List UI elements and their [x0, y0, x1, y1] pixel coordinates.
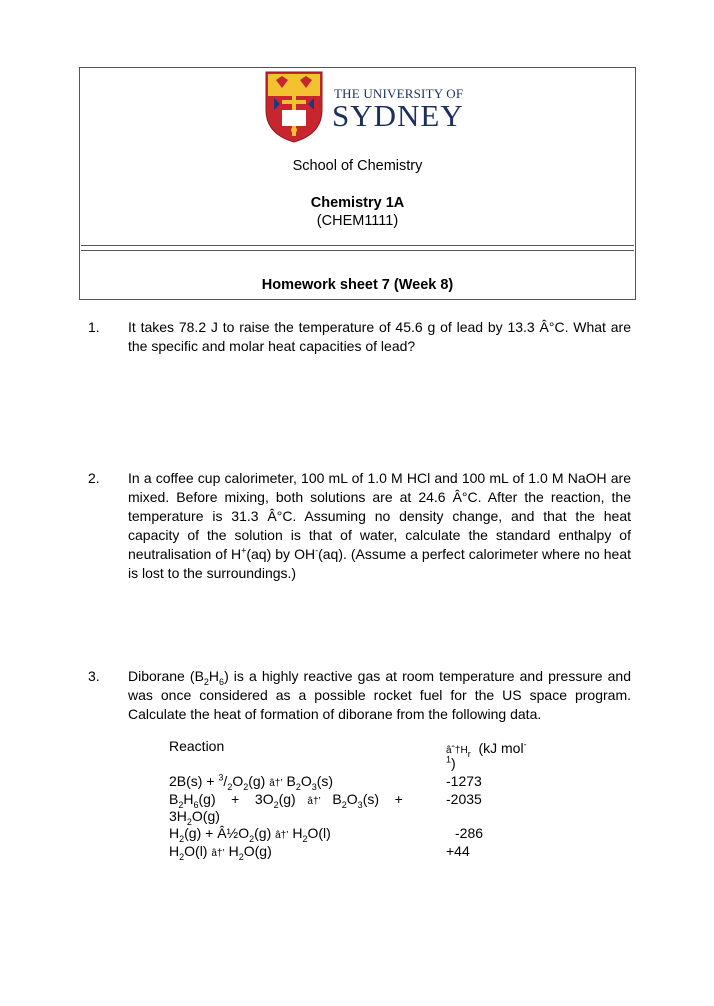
reaction-4: $H_2O(l)$ â†’ $H_2O(g)$ [169, 843, 272, 862]
reaction-2-cont: $3H_2O(g)$ [169, 808, 220, 827]
enthalpy-2: -2035 [446, 791, 482, 807]
reaction-2: $B_2H_6(g)$ + $3O_2(g)$ â†’ $B_2O_3(s)$ + [169, 791, 403, 810]
logo-line1: THE UNIVERSITY OF [334, 86, 464, 101]
enthalpy-4: +44 [446, 843, 470, 859]
school-name: School of Chemistry [292, 158, 423, 174]
question-text: Diborane $(B_2H_6)$ is a highly reactive gas at room temperature and pressure and was once considered as a possible rocket fuel for the US space program. Calculate the heat of formation of diborane from the following data. [128, 668, 631, 722]
question-number: 3. [88, 668, 100, 684]
enthalpy-3: -286 [455, 825, 484, 841]
col-header-enthalpy: $âˆ\dagger H_r$ (kJ mol- [446, 739, 527, 759]
question-text: It takes 78.2 J to raise the temperature of 45.6 g of lead by 13.3 Â°C. What are the specific and molar heat capacities of lead? [128, 319, 631, 354]
course-name: Chemistry 1A [310, 195, 405, 211]
header-box [79, 67, 636, 300]
question-text: In a coffee cup calorimeter, 100 mL of 1.0 M HCl and 100 mL of 1.0 M NaOH are mixed. Before mixing, both solutions are at 24.6 Â°C. After the reaction, the temperature is 31.3 Â°C. Assuming no density change, and that the heat capacity of the solution is that of water, calculate the standard enthalpy of neutralisation of H+(aq) by OH-(aq). (Assume a perfect calorimeter where no heat is lost to the surroundings.) [128, 470, 631, 581]
course-code: (CHEM1111) [316, 213, 399, 229]
sheet-title: Homework sheet 7 (Week 8) [261, 277, 454, 293]
reaction-1: $2B(s) + ^3/_2O_2(g)$ â†’ $B_2O_3(s)$ [169, 772, 334, 792]
reaction-3: $H_2(g)$ + $Â\frac{1}{2}O_2(g)$ â†’ $H_2O(l)$ [169, 825, 331, 844]
crest-icon [262, 70, 326, 144]
question-number: 2. [88, 470, 100, 486]
enthalpy-1: -1273 [446, 773, 482, 789]
header-divider [81, 245, 634, 251]
logo-line2: SYDNEY [332, 98, 464, 133]
col-header-reaction: Reaction [169, 738, 225, 754]
col-header-unit-tail: $^1$) [446, 754, 456, 771]
question-number: 1. [88, 319, 100, 335]
university-logo [262, 70, 464, 144]
